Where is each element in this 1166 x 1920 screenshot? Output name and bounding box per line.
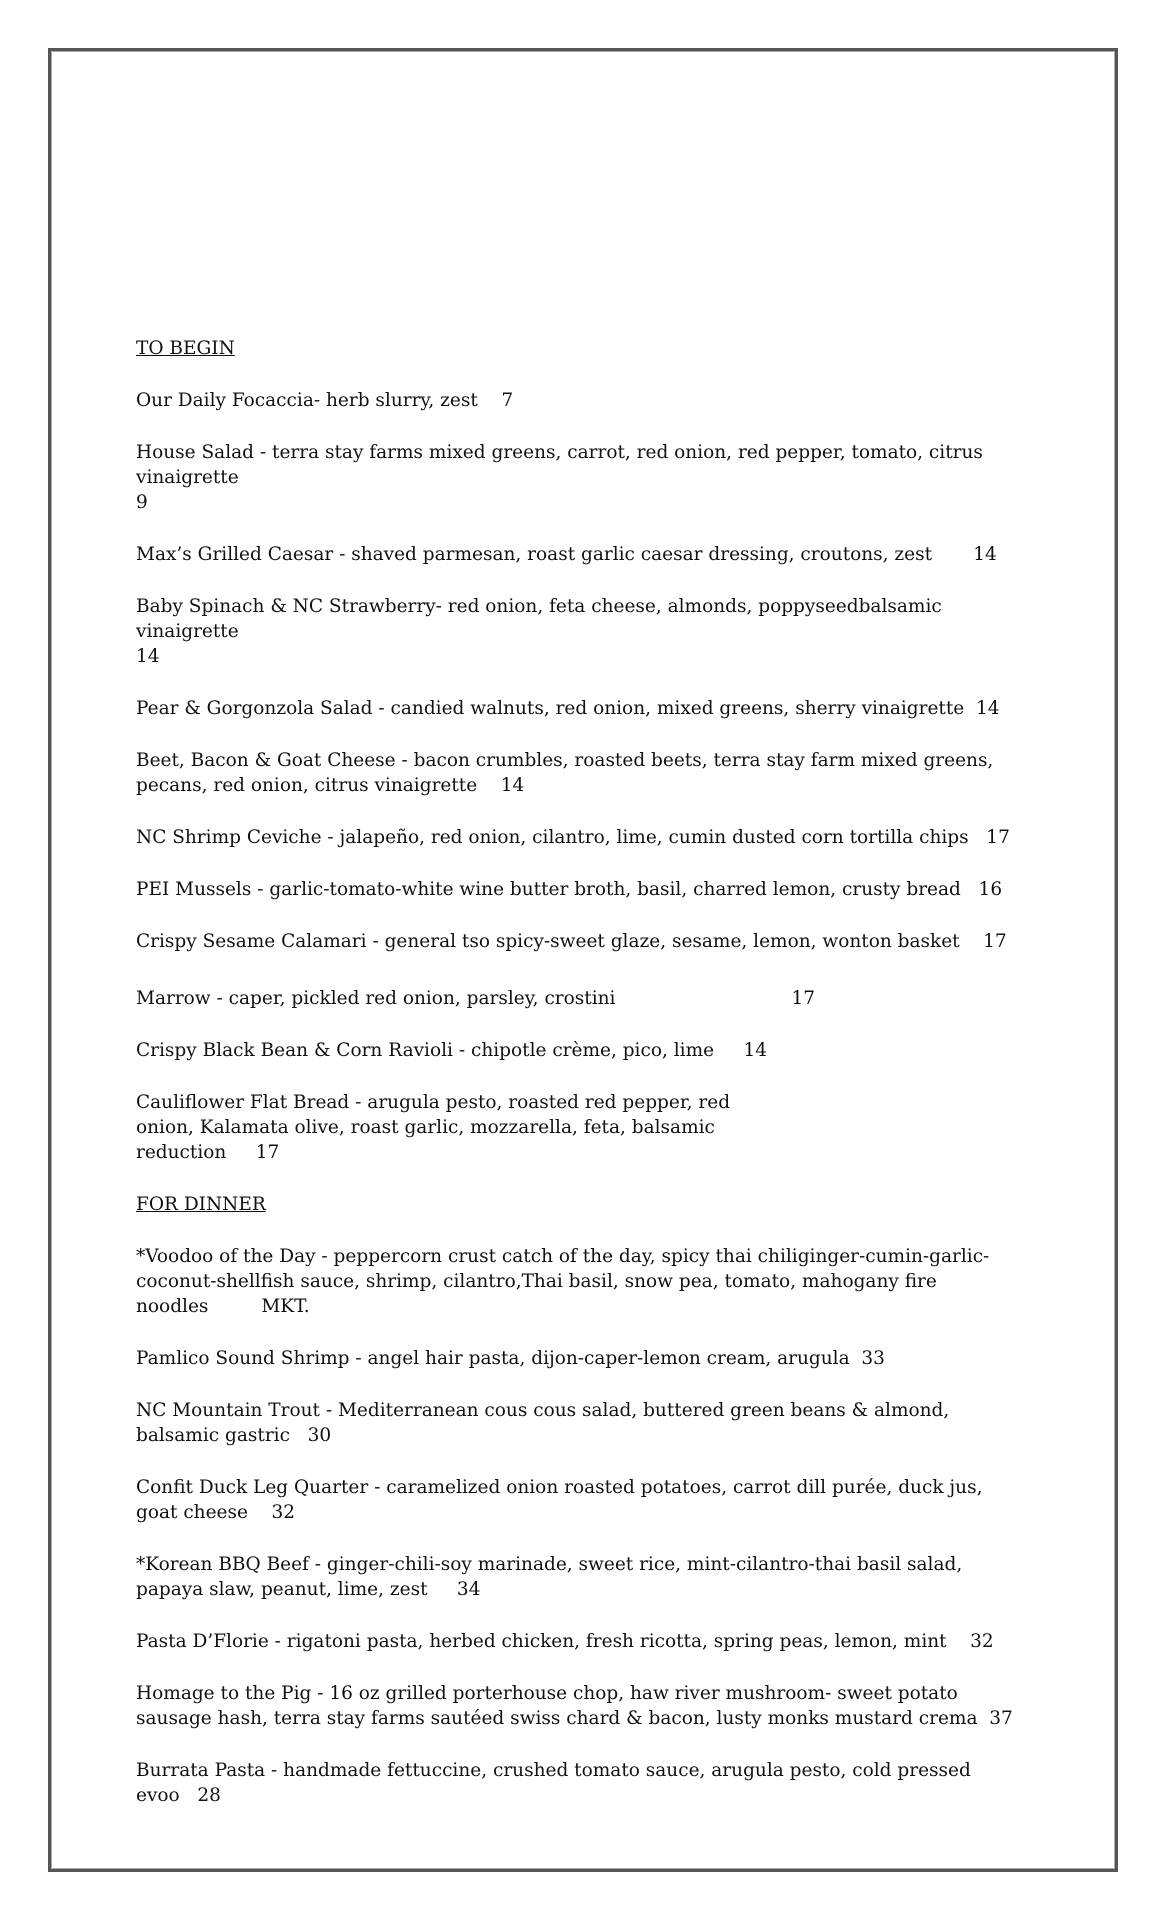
menu-item [136,1681,1016,1731]
menu-item [136,594,1036,669]
item-description: Max’s Grilled Caesar - shaved parmesan, roast garlic caesar dressing, croutons, zest [136,544,933,565]
item-description: Marrow - caper, pickled red onion, parsley, crostini [136,988,616,1009]
menu-item [136,1090,776,1165]
item-description: *Voodoo of the Day - peppercorn crust catch of the day, spicy thai chiliginger-cumin-garlic-coconut-shellfish sauce, shrimp, cilantro,Thai basil, snow pea, tomato, mahogany fire noodles [136,1246,990,1317]
item-price: 14 [743,1040,768,1061]
item-price: 32 [271,1502,296,1523]
menu-item [136,542,1036,567]
item-description: Baby Spinach & NC Strawberry- red onion, feta cheese, almonds, poppyseedbalsamic vinaigrette [136,596,942,642]
item-description: NC Shrimp Ceviche - jalapeño, red onion, cilantro, lime, cumin dusted corn tortilla chips [136,827,969,848]
menu-item [136,1629,1036,1654]
menu-item [136,929,1036,954]
item-price: 14 [976,698,1000,719]
menu-item [136,696,1036,721]
item-price: 16 [978,879,1003,900]
section-title-to-begin: TO BEGIN [136,338,235,359]
menu-item [136,1475,1016,1525]
item-description: Pamlico Sound Shrimp - angel hair pasta, dijon-caper-lemon cream, arugula [136,1348,850,1369]
item-description: Homage to the Pig - 16 oz grilled porterhouse chop, haw river mushroom- sweet potato sausage hash, terra stay farms sautéed swiss chard & bacon, lusty monks mustard crema [136,1683,978,1729]
item-description: *Korean BBQ Beef - ginger-chili-soy marinade, sweet rice, mint-cilantro-thai basil salad, papaya slaw, peanut, lime, zest [136,1554,963,1600]
item-price: 32 [970,1631,994,1652]
item-price: MKT. [261,1296,310,1317]
item-description: House Salad - terra stay farms mixed greens, carrot, red onion, red pepper, tomato, citrus vinaigrette [136,442,983,488]
menu-item [136,1398,1016,1448]
item-price: 9 [136,492,148,513]
item-description: Beet, Bacon & Goat Cheese - bacon crumbles, roasted beets, terra stay farm mixed greens, pecans, red onion, citrus vinaigrette [136,750,994,796]
item-price: 33 [861,1348,885,1369]
menu-item [136,1346,1036,1371]
section-title-for-dinner: FOR DINNER [136,1194,266,1215]
item-price: 14 [500,775,525,796]
item-price: 17 [255,1142,280,1163]
item-price: 17 [986,827,1010,848]
item-price: 28 [197,1785,221,1806]
item-description: Cauliflower Flat Bread - arugula pesto, roasted red pepper, red onion, Kalamata olive, roast garlic, mozzarella, feta, balsamic reduction [136,1092,731,1163]
item-price: 37 [989,1708,1013,1729]
menu-item [136,440,1036,515]
menu-item [136,877,1036,902]
item-description: NC Mountain Trout - Mediterranean cous cous salad, buttered green beans & almond, balsamic gastric [136,1400,950,1446]
menu-item [136,825,1036,850]
item-description: Pasta D’Florie - rigatoni pasta, herbed chicken, fresh ricotta, spring peas, lemon, mint [136,1631,947,1652]
item-description: Crispy Sesame Calamari - general tso spicy-sweet glaze, sesame, lemon, wonton basket [136,931,960,952]
item-description: Burrata Pasta - handmade fettuccine, crushed tomato sauce, arugula pesto, cold pressed evoo [136,1760,971,1806]
item-description: Our Daily Focaccia- herb slurry, zest [136,390,478,411]
item-price: 17 [983,931,1007,952]
item-price: 30 [307,1425,332,1446]
menu-item [136,1038,1036,1063]
menu-item [136,1758,1036,1808]
menu-item [136,388,1036,413]
menu-item [136,986,1036,1011]
item-price: 34 [456,1579,481,1600]
item-price: 14 [973,544,997,565]
menu-content [136,336,1036,1835]
item-description: PEI Mussels - garlic-tomato-white wine butter broth, basil, charred lemon, crusty bread [136,879,961,900]
item-price: 17 [791,988,816,1009]
item-description: Crispy Black Bean & Corn Ravioli - chipotle crème, pico, lime [136,1040,715,1061]
item-description: Pear & Gorgonzola Salad - candied walnuts, red onion, mixed greens, sherry vinaigrette [136,698,965,719]
item-description: Confit Duck Leg Quarter - caramelized onion roasted potatoes, carrot dill purée, duck jus, goat cheese [136,1477,983,1523]
menu-item [136,1552,1016,1602]
menu-item [136,1244,1036,1319]
item-price: 14 [136,646,160,667]
menu-item [136,748,1016,798]
item-price: 7 [501,390,514,411]
